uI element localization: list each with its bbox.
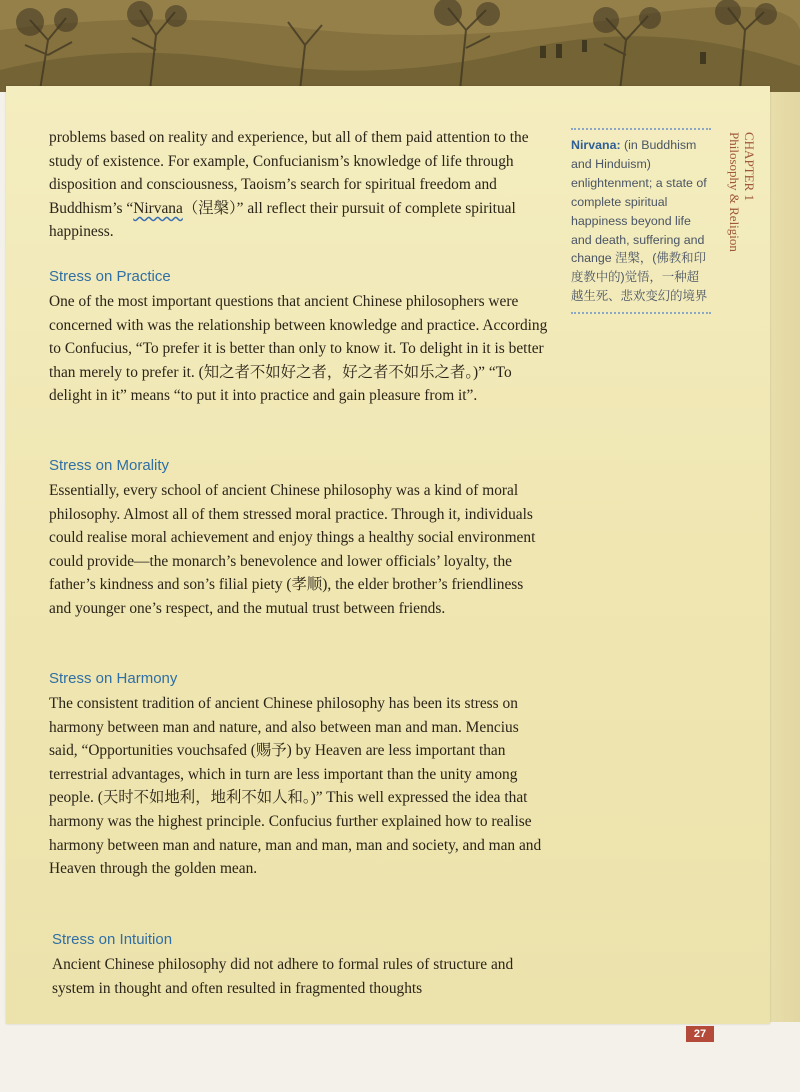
heading-stress-on-morality: Stress on Morality — [49, 457, 170, 474]
header-painting-banner — [0, 0, 800, 92]
side-note-term: Nirvana: — [571, 138, 621, 152]
heading-stress-on-practice: Stress on Practice — [49, 268, 171, 285]
intro-paragraph — [49, 126, 549, 244]
page-edge-strip — [770, 92, 800, 1022]
paragraph-stress-on-intuition: Ancient Chinese philosophy did not adhere to formal rules of structure and system in thought and often resulted in fragmented thoughts — [52, 956, 514, 997]
page-number-badge: 27 — [686, 1026, 714, 1042]
landscape-painting-illustration — [0, 0, 800, 92]
paragraph-stress-on-practice: One of the most important questions that ancient Chinese philosophers were concerned with was the relationship between knowledge and practice. According to Confucius, “To prefer it is better than only to know it. To delight in it is better than merely to prefer it. (知之者不如好之者，好之者不如乐之者。)” “To delight in it” means “to put it into practice and gain pleasure from it”. — [49, 293, 548, 405]
chapter-title: Philosophy & Religion — [727, 132, 742, 252]
heading-stress-on-harmony: Stress on Harmony — [49, 670, 178, 687]
intro-text-start: problems based on reality and experience, but all of them paid attention to the study of existence. For example, Confucianism’s knowledge of life through disposition and consciousness, Taoism’s search for spiritual freedom and Buddhism’s “ — [49, 129, 529, 217]
paragraph-stress-on-harmony: The consistent tradition of ancient Chinese philosophy has been its stress on harmony between man and nature, and also between man and man. Mencius said, “Opportunities vouchsafed (赐予) by Heaven are less important than terrestrial advantages, which in turn are less important than the unity among people. (天时不如地利，地利不如人和。)” This well expressed the idea that harmony was the highest principle. Confucius further explained how to realise harmony between man and nature, man and man, man and society, and man and Heaven through the golden mean. — [49, 695, 542, 878]
chapter-number: CHAPTER 1 — [742, 132, 757, 201]
chapter-label — [727, 132, 757, 252]
side-note — [571, 128, 711, 314]
side-note-definition: (in Buddhism and Hinduism) enlightenment; a state of complete spiritual happiness beyond life and death, suffering and change 涅槃，(佛教和印度教中的)觉悟，一种超越生死、悲欢变幻的境界 — [571, 138, 708, 304]
nirvana-term-link[interactable]: Nirvana — [133, 199, 183, 217]
paragraph-stress-on-morality: Essentially, every school of ancient Chinese philosophy was a kind of moral philosophy. Almost all of them stressed moral practice. Through it, individuals could realise moral achievement and enjoy things a healthy social environment could provide—the monarch’s benevolence and lower officials’ loyalty, the father’s kindness and son’s filial piety (孝顺), the elder brother’s friendliness and younger one’s respect, and the mutual trust between friends. — [49, 482, 536, 617]
heading-stress-on-intuition: Stress on Intuition — [52, 931, 173, 948]
intro-text-end: （涅槃）” all reflect their pursuit of complete spiritual happiness. — [49, 199, 516, 241]
